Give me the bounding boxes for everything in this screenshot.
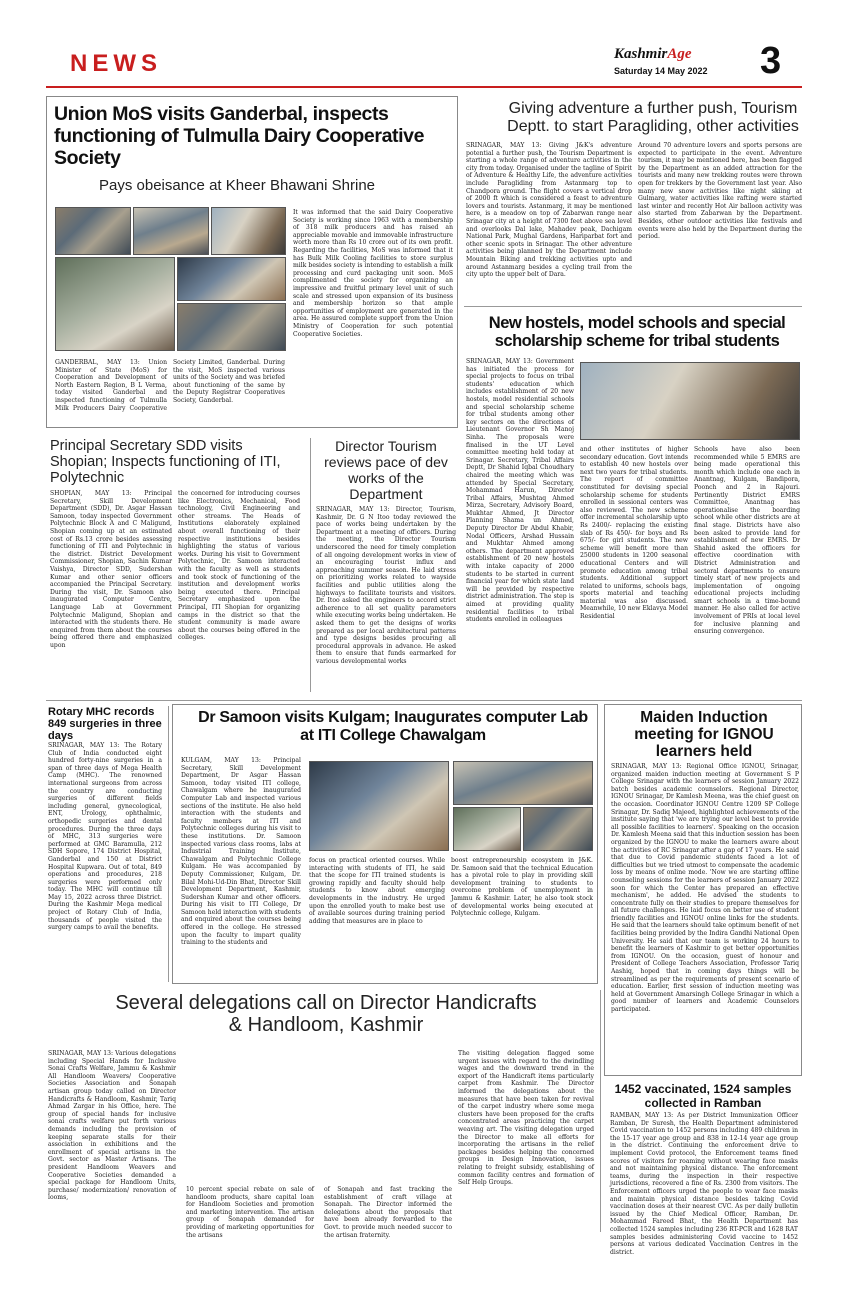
divider xyxy=(168,706,169,982)
masthead-rule xyxy=(46,86,802,88)
article-body-col1: SRINAGAR, MAY 13: Government has initiated the process for special projects to focus on tribal students' education which includes establishment of 20 new hostels, model residential schools and special scholarship scheme for tribal students among other key sectors on the directions of Lieutenant Governor Sh Manoj Sinha. The proposals were finalised in the UT Level committee meeting held today at Srinagar. Secretary, Tribal Affairs Deptt, Dr Shahid Iqbal Choudhary chaired the meeting which was attended by Special Secretary, Mohammad Harun, Director Tribal Affairs, Mushtaq Ahmed Mirza, Secretary, Advisory Board, Mukhtar Ahmed, Jt Director Planning Shama un Ahmed, Deputy Director Dr Abdul Khabir, Nodal Officers, Arshad Hussain and Mukhtar Ahmed among others. The department approved establishment of 20 new hostels with intake capacity of 2000 students to be started in current financial year for which state land will be provided by respective district administration. The step is aimed at providing quality residential facilities to tribal students enrolled in colleagues xyxy=(466,358,574,624)
photo-mos-inspection xyxy=(55,207,131,255)
article-body-col1: GANDERBAL, MAY 13: Union Minister of State (MoS) for Cooperation and Development of North Eastern Region, B L Verma, today visited Ganderbal and inspected functioning of Tulmulla Milk Producers Dairy Cooperative Society Limited, Ganderbal. During the visit, MoS inspected various units of the Society and was briefed about functioning of the same by the Deputy Registrar Cooperatives Society, Ganderbal. xyxy=(55,359,285,412)
photo-kulgam-students xyxy=(453,807,521,851)
article-body: SRINAGAR, MAY 13: The Rotary Club of India conducted eight hundred forty-nine surgeries in a span of three days of Mega Health Camp (MHC). The renowned international surgeons from across the country are conducting surgeries of different fields including general, gynecological, ENT, Urology, ophthalmic, orthopedic surgeries and dental procedures. During the three days of MHC, 313 surgeries were performed at GMC Baramulla, 212 SDH Sopore, 174 District Hospital, Ganderbal and 150 at District Hospital Kupwara. Out of total, 849 operations and procedures, 218 surgeries were performed only today. The MHC will continue till May 15, 2022 across three District. During the Kashmir Mega medical project of Rotary Club of India, thousands of people visited the surgery camps to avail the benefits. xyxy=(48,742,162,932)
photo-collage xyxy=(55,207,286,352)
article-body-col2: Around 70 adventure lovers and sports persons are expected to participate in the event. Adventure tourism, it may be mentioned here, has been flagged by the Department as an added attraction for the tourists and many new trekking routes were thrown open for trekkers by the Government last year. Also many new snow activities like night skiing at Gulmarg, water activities like rafting were started last winter and recently Hot Air balloon activity was also started from Zabarwan by the Department. Besides, other outdoor activities like festivals and events were also held by the Department during the period. xyxy=(638,142,802,241)
issue-date: Saturday 14 May 2022 xyxy=(614,66,708,76)
article-headline: Dr Samoon visits Kulgam; Inaugurates computer Lab at ITI College Chawalgam xyxy=(198,709,588,744)
article-body-col3: Schools have also been recommended while 5 EMRS are being made operational this month which include one each in Anantnag, Kulgam, Bandipora, Poonch and 2 in Rajouri. Pertinently District EMRS Committee, Anantnag has operationalise the boarding school while other districts are at final stage. Districts have also been asked to provide land for establishment of new EMRS. Dr Shahid asked the officers for effective coordination with District Administration and sectoral departments to ensure timely start of new projects and implementation of ongoing educational projects including smart schools in a time-bound manner. He also called for active involvement of PRIs at local level for inclusive planning and ensuring convergence. xyxy=(694,446,800,636)
article-mos-ganderbal xyxy=(46,96,458,428)
article-body: RAMBAN, MAY 13: As per District Immunization Officer Ramban, Dr Suresh, the Health Department administered Covid vaccination to 1452 persons including 489 children in the 15-17 year age group and 838 in 12-14 year age group in the district. Continuing the enforcement drive to implement Covid protocol, the Enforcement teams fined scores of visitors for roaming without wearing face masks and not maintaining physical distance. The enforcement teams, during the inspection in their respective jurisdictions, recovered a fine of Rs. 2300 from visitors. The Enforcement officers urged the people to wear face masks and maintain physical distance besides taking Covid vaccination doses at their nearest CVC. As per daily bulletin issued by the Chief Medical Officer, Ramban, Dr. Mohammad Fareed Bhat, the Health Department has collected 1524 samples including 236 RT-PCR and 1628 RAT samples besides administering Covid vaccine to 1452 persons at various dedicated Vaccination Centres in the district. xyxy=(610,1112,798,1256)
article-headline: Several delegations call on Director Handicrafts & Handloom, Kashmir xyxy=(115,992,537,1036)
photo-mos-shrine xyxy=(55,257,175,351)
article-paragliding xyxy=(464,96,802,302)
paper-name-part-1: Kashmir xyxy=(614,46,668,62)
article-body-col1: SRINAGAR, MAY 13: Various delegations including Special Hands for Inclusive Sonai Crafts Welfare, Jammu & Kashmir All Handloom Weavers/ Cooperative Societies Association and Sonapah artisan group today called on Director Handicrafts & Handloom, Kashmir, Tariq Ahmad Zargar in his Office, here. The group of special hands for inclusive sonai crafts welfare put forth various demands including the provision of keeping separate stalls for their association in exhibitions and the enrollment of special artisans in the Govt. sector as Master Artisans. The president Handloom Weavers and Cooperative Societies demanded a special package for Handloom Units, purchase/ modernization/ renovation of looms, xyxy=(48,1050,176,1202)
article-body-col2: It was informed that the said Dairy Cooperative Society is working since 1963 with a membership of 318 milk producers and has raised an appreciable movable and immovable infrastructure worth more than Rs 10 crore out of its own profit. Regarding the facilities, MoS was informed that it has Bulk Milk Cooling facilities to store surplus milk besides society is intending to establish a milk processing and curd packaging unit soon. MoS complimented the society for organizing an impressive and fruitful primary level unit of such scale and stressed upon expansion of its business and membership horizon so that ample opportunities of employment are generated in the area. He assured complete support from the Union Ministry of Cooperation for such potential Cooperative Societies. xyxy=(293,209,453,338)
article-headline: Giving adventure a further push, Tourism Deptt. to start Paragliding, other activities xyxy=(507,100,799,135)
masthead xyxy=(0,0,848,92)
article-body-col1: KULGAM, MAY 13: Principal Secretary, Skill Development Department, Dr Asgar Hassan Samoon, today visited ITI college, Chawalgam where he inaugurated Computer Lab and inspected various sections of the institute. He also held interaction with the students and faculty members at ITI and Polytechnic colleges during his visit to these institutions. Dr. Samoon inspected various class rooms, labs at Industrial Training Institute, Chawalgam and Polytechnic College Kulgam. He was accompanied by Deputy Commissioner, Kulgam, Dr. Bilal Mohi-Ud-Din Bhat, Director Skill Development Department, Kashmir, Sudershan Kumar and other officers. During his visit to ITI College, Dr Samoon held interaction with students and enquired about the courses being offered in the college. He stressed upon the faculty to impart quality training to the students and xyxy=(181,757,301,947)
article-headline: 1452 vaccinated, 1524 samples collected in Ramban xyxy=(614,1082,792,1110)
article-body-col1: SRINAGAR, MAY 13: Giving J&K's adventure potential a further push, the Tourism Department is starting a whole range of adventure activities in the city from today. Organised under the tagline of Spirit of Adventure & Healthy Life, the adventure activities include Paragliding from Astanmarg top to Chandpora ground. The flight covers a vertical drop of 2000 ft which is considered a feast to adventure lovers and tourists. Astanmarg, it may be mentioned here, is a meadow on top of Zabarwan range near Srinagar city at a height of 7300 feet above sea level and overlooks Dal lake, Mahadev peak, Dachigam National Park, Mughal Gardens, Hariparbat fort and other scenic spots in Srinagar. The other adventure activities being planned by the Department include Mountain Biking and trekking activities upto and around Astanmarg besides a cycling trail from the city upto the upper belt of Dara. xyxy=(466,142,632,279)
article-rotary xyxy=(46,704,164,984)
article-headline: New hostels, model schools and special scholarship scheme for tribal students xyxy=(488,314,786,350)
article-ignou xyxy=(604,704,802,1076)
photo-mos-meeting xyxy=(177,257,286,301)
page-number: 3 xyxy=(760,40,782,82)
photo-kulgam-class xyxy=(453,761,593,805)
article-body-col3: of Sonapah and fast tracking the establishment of craft village at Sonapah. The Director informed the delegations about the proposals that have been already forwarded to the Govt. to provide much needed succor to the artisan fraternity. xyxy=(324,1186,452,1239)
photo-kulgam-faculty xyxy=(523,807,593,851)
article-headline: Union MoS visits Ganderbal, inspects functioning of Tulmulla Dairy Cooperative Society xyxy=(54,103,425,169)
article-director-tourism xyxy=(314,436,458,694)
divider xyxy=(464,306,802,307)
photo-mos-dairy xyxy=(211,207,286,255)
paper-name xyxy=(614,46,692,63)
article-tribal-hostels xyxy=(464,310,802,694)
article-body: SRINAGAR, MAY 13: Director, Tourism, Kashmir, Dr. G N Itoo today reviewed the pace of works being undertaken by the Department at a meeting of officers. During the meeting, the Director Tourism underscored the need for timely completion of all ongoing development works in view of an encouraging tourist influx and approaching summer season. He laid stress on prioritizing works related to wayside facilities and public utilities along the highways to facilitate tourists and visitors. Dr. Itoo asked the engineers to accord strict adherence to all set quality parameters while executing works being undertaken. He asked them to get the designs of works prepared as per local architectural patterns and type designs besides procuring all procedural approvals in advance. He asked them to ensure that funds earmarked for various developmental works xyxy=(316,506,456,665)
article-body-col2: and other institutes of higher secondary education. Govt intends to establish 40 new hostels over next two years for tribal students. The report of committee constituted for devising special scholarship scheme for students enrolled in sessional centers was also reviewed. The new scheme offer incremental scholarship upto Rs 2400/- replacing the existing slab of Rs 450/- for boys and Rs 675/- for girl students. The new scheme will benefit more than 25000 students in 1200 seasonal educational Centers and will promote education among tribal students. Additional support related to uniforms, schools bags, sports material and teaching material was also discussed. Meanwhile, 10 new Eklavya Model Residential xyxy=(580,446,688,621)
divider xyxy=(310,438,311,692)
article-sdd-shopian xyxy=(46,436,304,694)
photo-mos-building xyxy=(177,303,286,351)
photo-mos-group xyxy=(133,207,209,255)
paper-name-part-2: Age xyxy=(667,46,692,62)
article-body-col2: the concerned for introducing courses like Electronics, Mechanical, Food technology, Civil Engineering and other streams. The Heads of Institutions elaborately explained about overall functioning of their respective institutions besides highlighting the status of various works. During his visit to Government Polytechnic, Dr. Samoon interacted with the faculty as well as students and took stock of functioning of the institution and development works being executed there. Principal Secretary emphasized upon the Principal, ITI Shopian for organizing camps in the district so that the student community is made aware about the courses being offered in the colleges. xyxy=(178,490,300,642)
article-headline: Director Tourism reviews pace of dev works of the Department xyxy=(324,438,448,502)
photo-tribal-meeting xyxy=(580,362,800,440)
article-subhead: Pays obeisance at Kheer Bhawani Shrine xyxy=(99,177,376,194)
article-body-col2: 10 percent special rebate on sale of handloom products, share capital loan for Handloom Societies and promotion and marketing intervention. The artisan group of Sonapah demanded for providing of marketing opportunities for the artisans xyxy=(186,1186,314,1239)
section-label: NEWS xyxy=(70,50,162,77)
article-body-col1: SHOPIAN, MAY 13: Principal Secretary, Skill Development Department (SDD), Dr. Asgar Hassan Samoon, today inspected Government Polytechnic Block A and C Maligund, Shopian coming up at an estimated cost of Rs.13 crore besides assessing functioning of ITI and Polytechnic in the district. District Development Commissioner, Shopian, Sachin Kumar Vaishya, Director SDD, Sudershan Kumar and other senior officers accompanied the Principal Secretary. During the visit, Dr. Samoon also inaugurated Computer Centre, Language Lab at Government Polytechnic Maligund, Shopian and interacted with the students there. He enquired from them about the courses being offered there and emphasized upon xyxy=(50,490,172,649)
divider xyxy=(46,700,802,701)
article-ramban xyxy=(604,1080,802,1256)
article-handicrafts xyxy=(46,990,596,1239)
article-body: SRINAGAR, MAY 13: Regional Office IGNOU, Srinagar, organized maiden induction meeting at Government S P College Srinagar with the learners of session January 2022 batch besides academic counselors. Regional Director, IGNOU Srinagar, Dr Kamlesh Meena, was the chief guest on the occasion. Coordinator IGNOU Centre 1209 SP College Srinagar, Dr. Sadiq Majeed, highlighted achievements of the institute saying that 'we are trying our level best to provide all possible facilities to learners'. Speaking on the occasion Dr. Kamlesh Meena said that this induction session has been organized by the IGNOU to make the learners aware about the activities of RC Srinagar after a gap of 17 years. He said that due to Covid pandemic students faced a lot of difficulties but we tried utmost to compensate the academic loss by means of online mode. 'Now we are starting offline counseling sessions for the learners of session January 2022 soon for which the Center has prepared an effective mechanism', he added. He advised the students to concentrate fully on their studies to prepare themselves for all future challenges. He laid focus on better use of student friendly facilities and IGNOU online links for the students. He said that the learners should take optimum benefit of net facilities being provided by the Indira Gandhi National Open University. He said that our team is working 24 hours to benefit the learners of Kashmir to get better opportunities from IGNOU. On the occasion, guest of honour and President of College Teachers Association, Professor Tariq Aashiq, hoped that in coming days things will be streamlined as per the requirements of present scenario of education. Earlier, first session of induction meeting was held at Government Amarsingh College Srinagar in which a good number of learners and Academic Counselors participated. xyxy=(611,763,799,1013)
article-body-col3: boost entrepreneurship ecosystem in J&K. Dr. Samoon said that the technical Education has a pivotal role to play in providing skill development training to students to overcome problem of unemployment in Jammu & Kashmir. Later, he also took stock of developmental works being executed at Polytechnic college, Kulgam. xyxy=(451,857,593,918)
article-body-col4: The visiting delegation flagged some urgent issues with regard to the dwindling wages and the downward trend in the export of the Handicraft items particularly carpet from Kashmir. The Director informed the delegations about the measures that have been taken for revival of the carpet industry where some mega clusters have been proposed for the crafts concentrated areas practicing the carpet weaving art. The visiting delegation urged the Director to make all efforts for incorporating the artisans in the relief packages besides helping the concerned groups in Design Innovation, issues relating to freight subsidy, establishing of common facility centres and formation of Self Help Groups. xyxy=(458,1050,594,1187)
article-body-col2: focus on practical oriented courses. While interacting with students of ITI, he said that the scope for ITI trained students is growing rapidly and faculty should help students to know about emerging developments in the industry. He urged upon the enrolled youth to make best use of available sources during training period adding that measures are in place to xyxy=(309,857,445,925)
article-headline: Rotary MHC records 849 surgeries in three days xyxy=(48,706,162,742)
article-headline: Maiden Induction meeting for IGNOU learners held xyxy=(634,709,774,760)
article-kulgam xyxy=(172,704,598,984)
photo-kulgam-lab xyxy=(309,761,449,851)
article-headline: Principal Secretary SDD visits Shopian; Inspects functioning of ITI, Polytechnic xyxy=(50,438,281,486)
divider xyxy=(600,990,601,1232)
